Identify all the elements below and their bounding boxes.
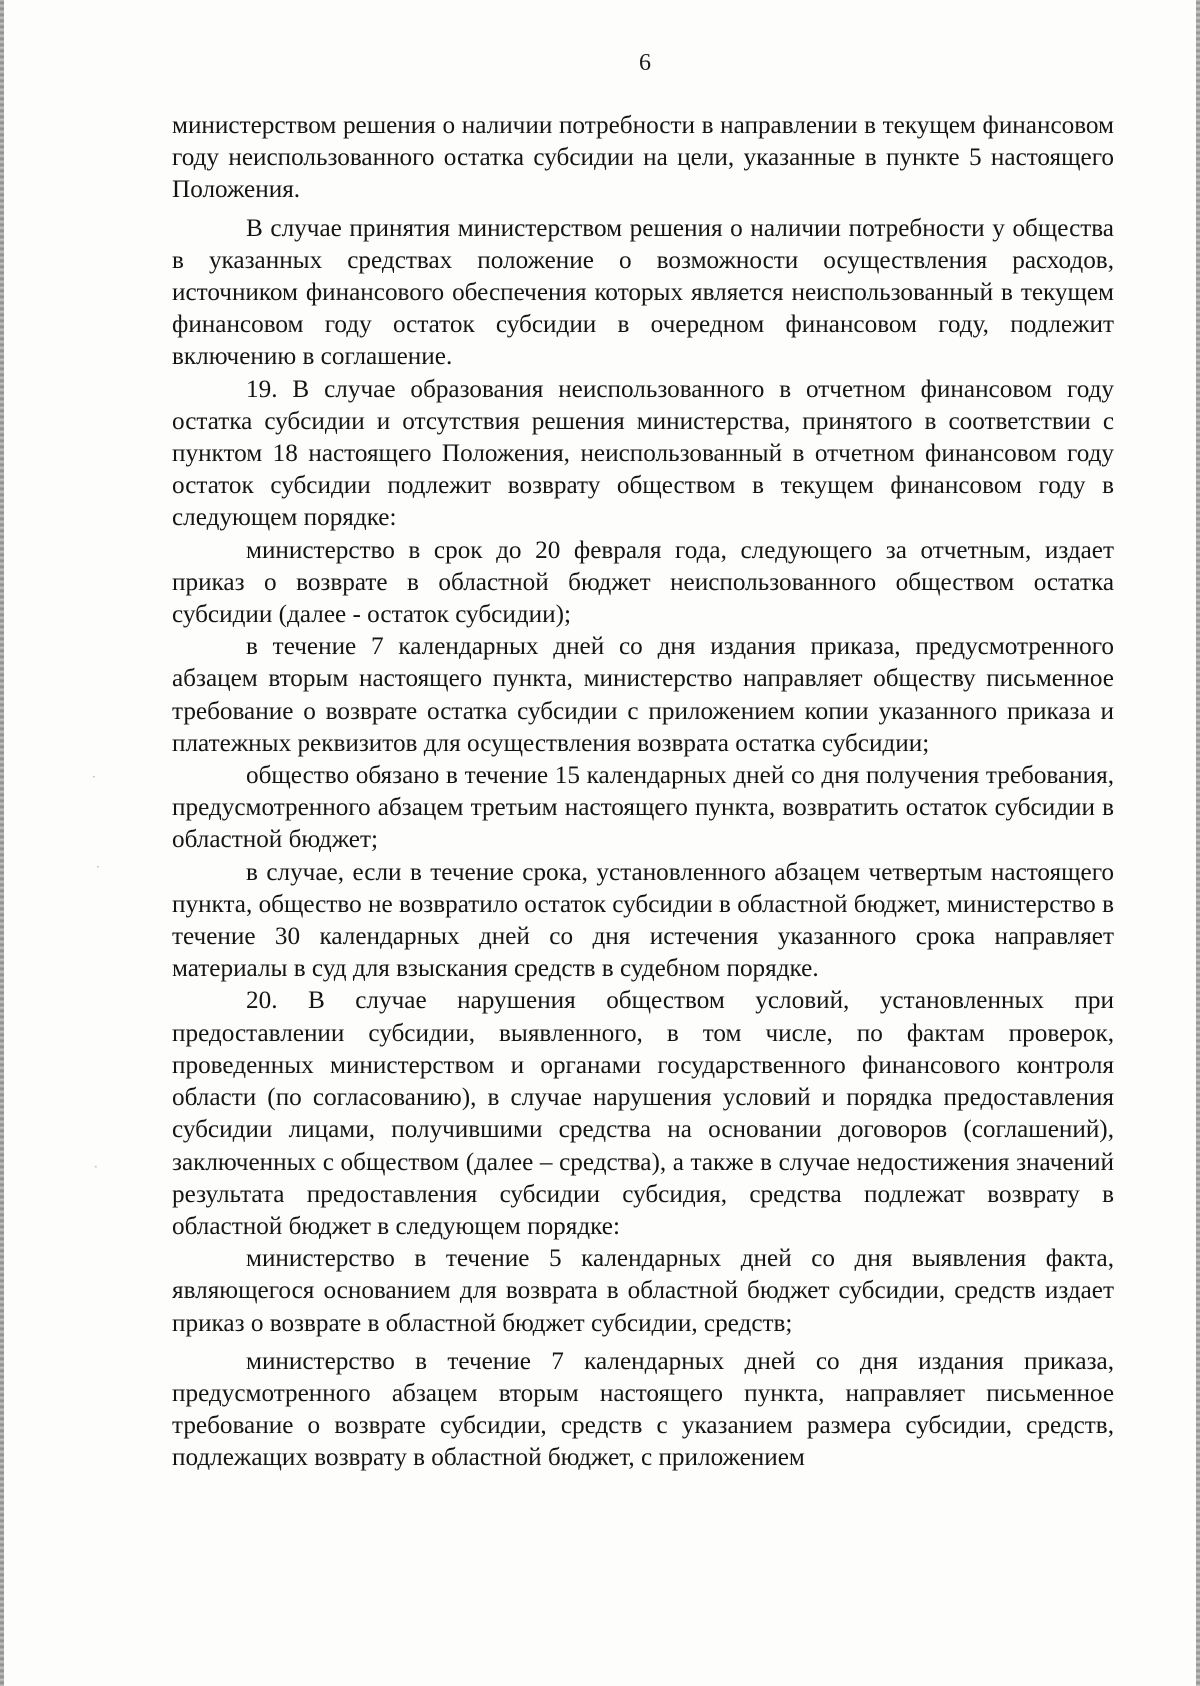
paragraph: министерство в течение 5 календарных дней со дня выявления факта, являющегося основанием для возврата в областной бюджет субсидии, средств издает приказ о возврате в областной бюджет субсидии, средств; xyxy=(172,1245,1114,1337)
scan-right-edge xyxy=(1196,0,1200,1686)
paragraph: общество обязано в течение 15 календарных дней со дня получения требования, предусмотренного абзацем третьим настоящего пункта, возвратить остаток субсидии в областной бюджет; xyxy=(172,762,1114,854)
scan-speck: · xyxy=(92,770,96,784)
paragraph-continuation: министерством решения о наличии потребности в направлении в текущем финансовом году неиспользованного остатка субсидии на цели, указанные в пункте 5 настоящего Положения. xyxy=(172,112,1114,204)
scan-speck: · xyxy=(94,1160,98,1174)
paragraph-clause-20: 20. В случае нарушения обществом условий, установленных при предоставлении субсидии, выявленного, в том числе, по фактам проверок, проведенных министерством и органами государственного финансового контроля области (по согласованию), в случае нарушения условий и порядка предоставления субсидии лицами, получившими средства на основании договоров (соглашений), заключенных с обществом (далее – средства), а также в случае недостижения значений результата предоставления субсидии субсидия, средства подлежат возврату в областной бюджет в следующем порядке: xyxy=(172,987,1114,1240)
paragraph: министерство в срок до 20 февраля года, следующего за отчетным, издает приказ о возврате в областной бюджет неиспользованного обществом остатка субсидии (далее - остаток субсидии); xyxy=(172,536,1114,629)
paragraph: министерство в течение 7 календарных дней со дня издания приказа, предусмотренного абзацем вторым настоящего пункта, направляет письменное требование о возврате субсидии, средств с указанием размера субсидии, средств, подлежащих возврату в областной бюджет, с приложением xyxy=(172,1347,1114,1472)
paragraph: в течение 7 календарных дней со дня издания приказа, предусмотренного абзацем вторым настоящего пункта, министерство направляет обществу письменное требование о возврате остатка субсидии с приложением копии указанного приказа и платежных реквизитов для осуществления возврата остатка субсидии; xyxy=(172,633,1114,757)
scan-speck: · xyxy=(96,860,100,874)
scan-left-edge xyxy=(0,0,4,1686)
document-body xyxy=(172,110,1114,1475)
paragraph: В случае принятия министерством решения о наличии потребности у общества в указанных средствах положение о возможности осуществления расходов, источником финансового обеспечения которых является неиспользованный в текущем финансовом году остаток субсидии в очередном финансовом году, подлежит включению в соглашение. xyxy=(172,214,1114,371)
paragraph: в случае, если в течение срока, установленного абзацем четвертым настоящего пункта, общество не возвратило остаток субсидии в областной бюджет, министерство в течение 30 календарных дней со дня истечения указанного срока направляет материалы в суд для взыскания средств в судебном порядке. xyxy=(172,858,1114,983)
paragraph-clause-19: 19. В случае образования неиспользованного в отчетном финансовом году остатка субсидии и отсутствия решения министерства, принятого в соответствии с пунктом 18 настоящего Положения, неиспользованный в отчетном финансовом году остаток субсидии подлежит возврату обществом в текущем финансовом году в следующем порядке: xyxy=(172,375,1114,532)
page-number: 6 xyxy=(639,50,651,76)
